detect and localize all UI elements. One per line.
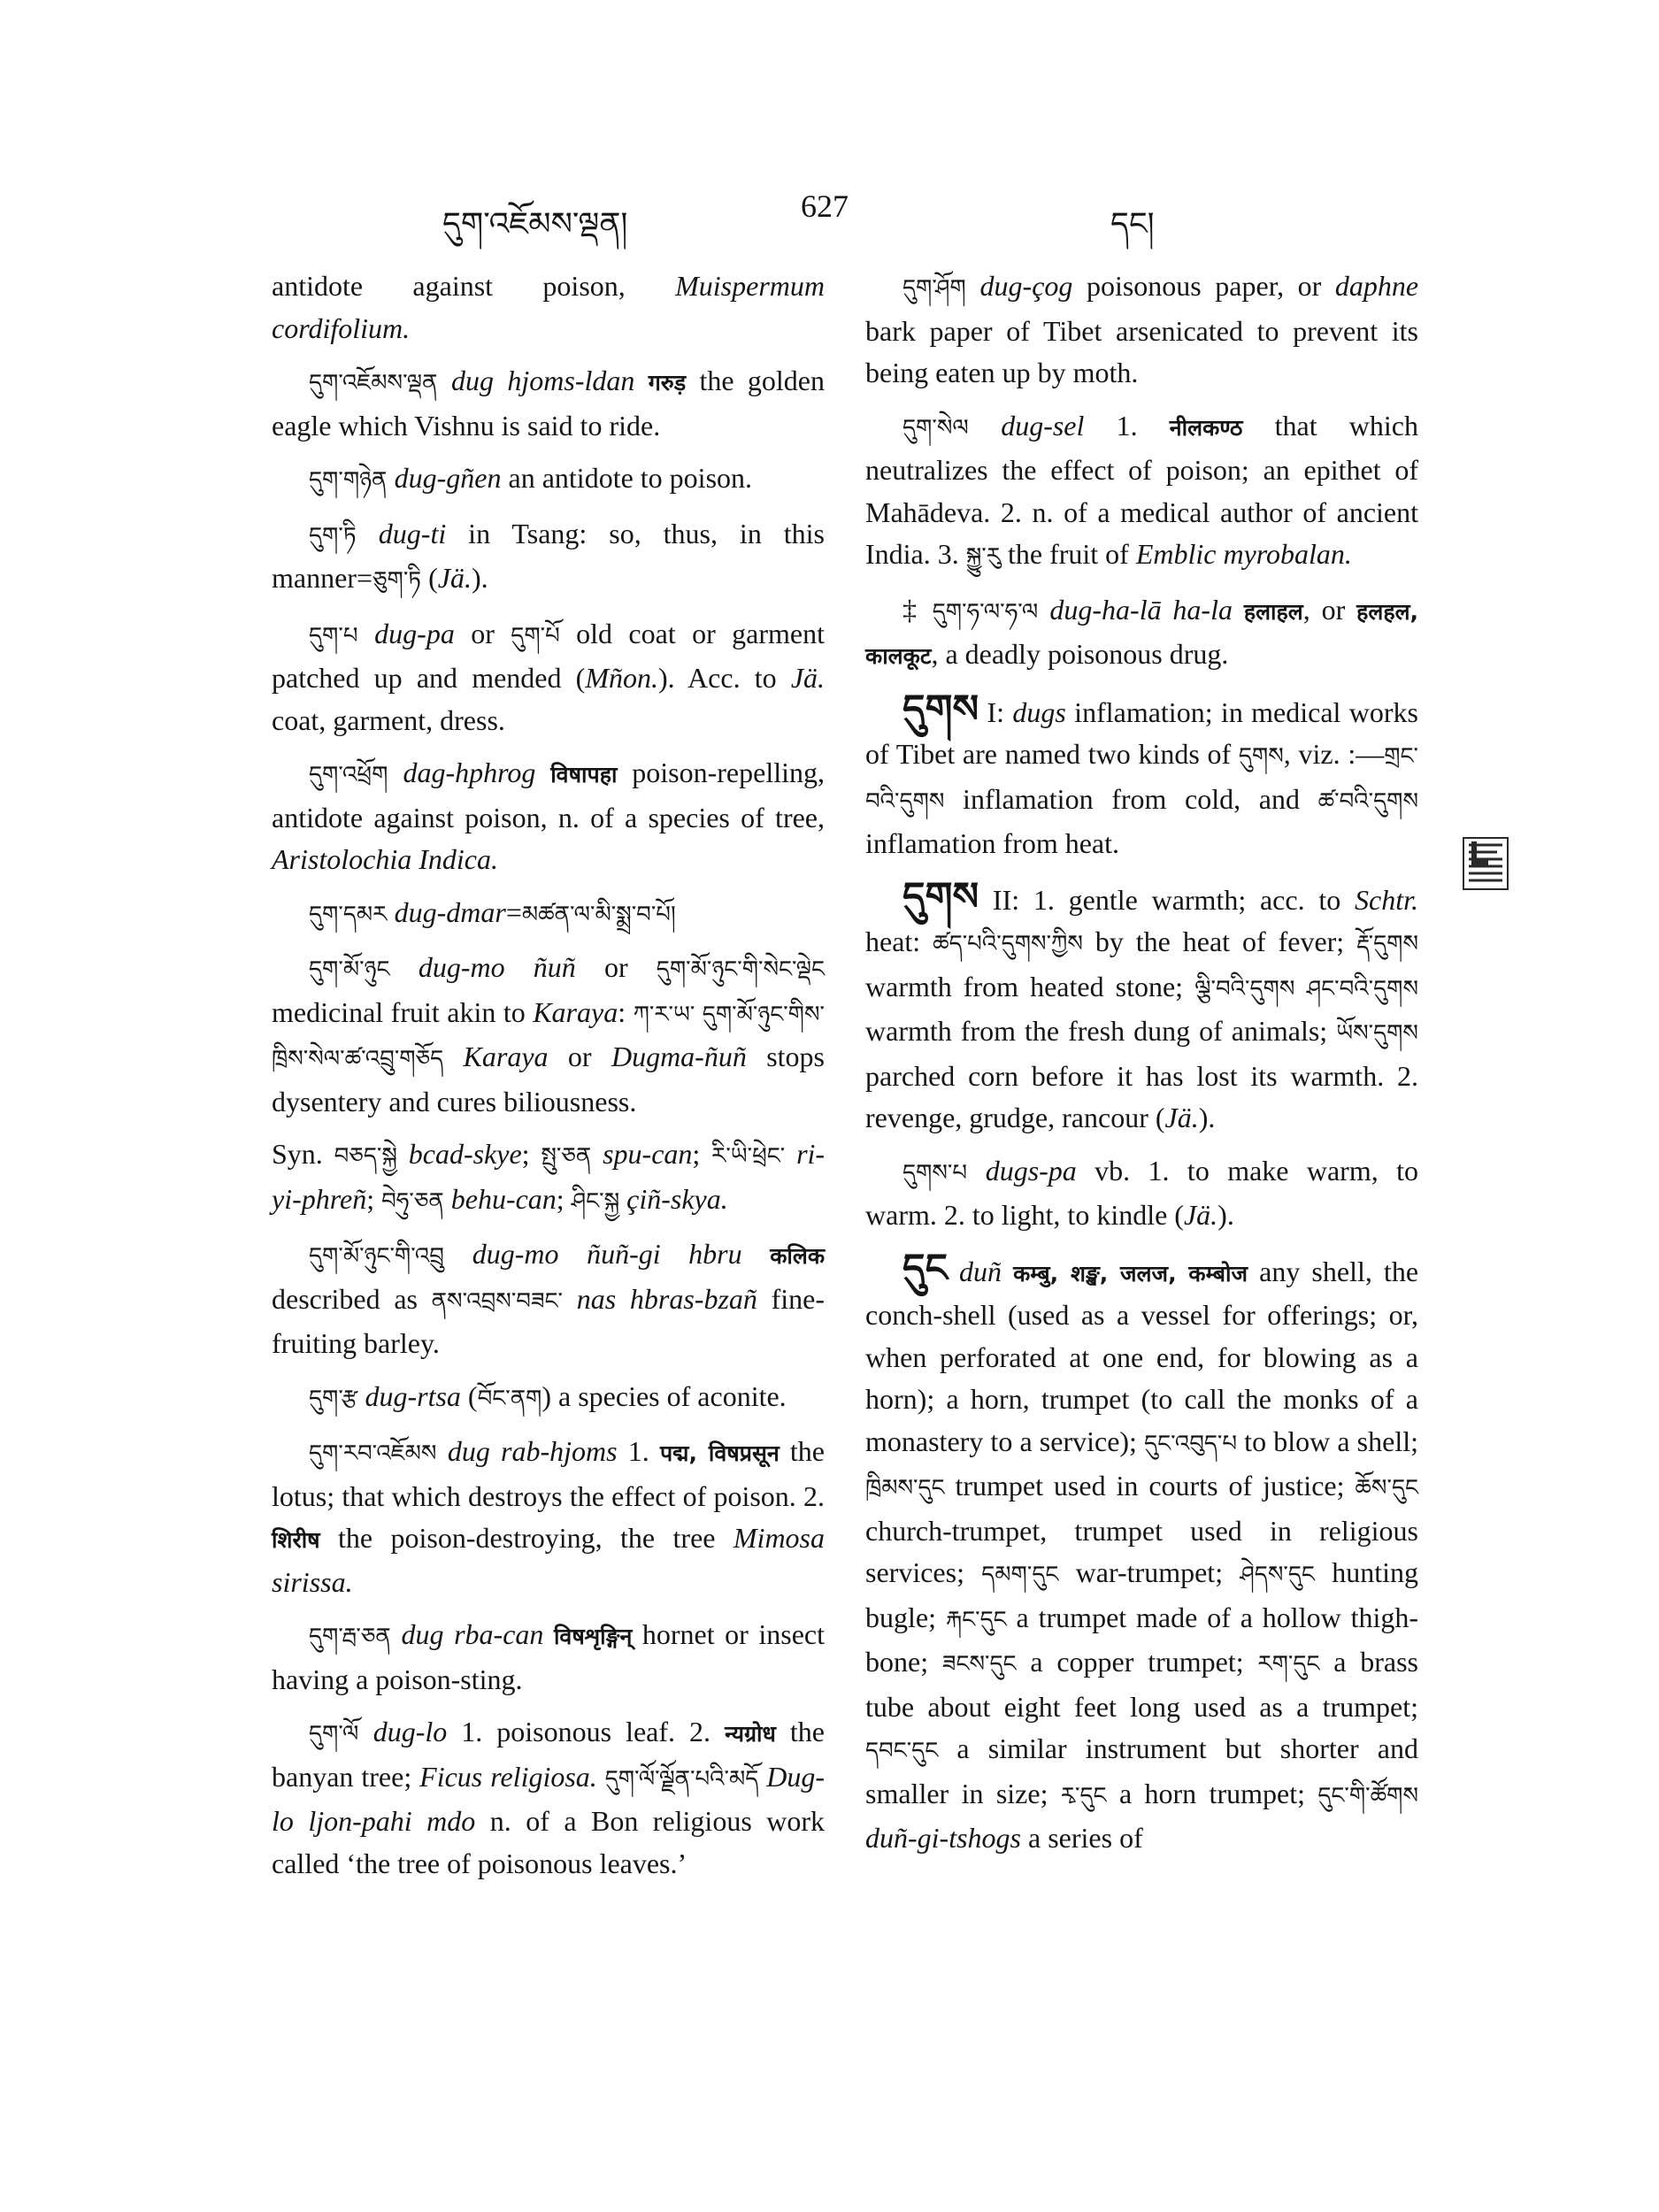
- tibetan-text: རྭ་དུང: [1060, 1782, 1107, 1809]
- transliteration: dug rab-hjoms: [447, 1435, 618, 1467]
- right-column: [865, 265, 1418, 1870]
- definition-text: the lotus; that which destroys the effect of poison. 2.: [272, 1435, 826, 1512]
- transliteration: Jä.: [437, 562, 472, 594]
- definition-text: [563, 1283, 577, 1315]
- transliteration: dug-ha-lā ha-la: [1049, 593, 1233, 626]
- definition-text: ‡: [902, 593, 933, 626]
- dictionary-entry-dug-mo-nun: [272, 947, 825, 1123]
- sanskrit-text: पद्म, विषप्रसून: [659, 1440, 780, 1466]
- tibetan-text: བཅད་སྐྱེ: [334, 1143, 397, 1170]
- definition-text: 1.: [1084, 409, 1170, 442]
- header-tibetan-right: དང།: [1110, 206, 1155, 242]
- tibetan-text: སྤུ་ཅན: [541, 1143, 592, 1170]
- tibetan-text: དུག་མོ་ཉུང་གིས་ཁྲིས་སེལ་ཚ་འབྲུ་གཅོད: [272, 1001, 825, 1072]
- tibetan-text: དུག་པ: [309, 622, 375, 649]
- dictionary-entry-dug-pa: [272, 613, 825, 742]
- tibetan-text: ཤེདས་དུང: [1240, 1562, 1315, 1588]
- definition-text: an antidote to poison.: [501, 462, 753, 494]
- tibetan-text: གྲང་བའི་དུགས: [865, 743, 1418, 815]
- definition-text: [758, 1761, 766, 1793]
- definition-text: any shell, the conch-shell (used as a vessel for offerings; or, when perforated at one end, for blowing as a horn); a horn, trumpet (to call the monks of a monastery to a service);: [865, 1255, 1419, 1457]
- definition-text: [543, 1618, 554, 1650]
- definition-text: I:: [979, 695, 1013, 728]
- dictionary-entry-dug-sel: [865, 405, 1418, 579]
- definition-text: 1.: [617, 1435, 660, 1467]
- tibetan-text: དུག་ཏི: [309, 522, 379, 549]
- definition-text: a horn trumpet;: [1106, 1777, 1318, 1809]
- definition-text: a copper trumpet;: [1016, 1646, 1258, 1678]
- definition-text: ).: [1198, 1102, 1216, 1133]
- transliteration: spu-can: [603, 1138, 693, 1170]
- tibetan-text: ཁྲིམས་དུང: [865, 1475, 945, 1502]
- transliteration: daphne: [1334, 270, 1419, 302]
- tibetan-text: དུག་རྦ་ཅན: [309, 1624, 402, 1650]
- tibetan-text: དུག་པོ: [511, 622, 560, 649]
- transliteration: dug-mo ñuñ-gi hbru: [472, 1238, 742, 1270]
- sanskrit-text: शिरीष: [272, 1527, 320, 1553]
- tibetan-text: དབང་དུང: [865, 1738, 939, 1764]
- definition-text: parched corn before it has lost its warmth. 2. revenge, grudge, rancour (: [865, 1059, 1418, 1133]
- definition-text: inflamation from heat.: [865, 827, 1120, 859]
- tibetan-text: ཀ་ར་ཡ་: [633, 1001, 695, 1028]
- definition-text: [619, 1183, 626, 1215]
- definition-text: ;: [366, 1182, 382, 1215]
- sanskrit-text: कलिक: [770, 1243, 826, 1269]
- definition-text: that which neutralizes the effect of poison; an epithet of Mahādeva. 2. n. of a medical author of ancient India. 3.: [865, 409, 1418, 570]
- definition-text: the golden eagle which Vishnu is said to ride.: [272, 365, 825, 442]
- tibetan-text: ཆོས་དུང: [1355, 1475, 1418, 1502]
- sanskrit-text: न्यग्रोध: [725, 1721, 776, 1747]
- definition-text: [634, 365, 648, 396]
- dictionary-entry-dug-rab-hjoms: [272, 1431, 825, 1603]
- tibetan-text: སྐྱུ་རུ: [965, 543, 1001, 570]
- transliteration: Jä.: [1183, 1199, 1218, 1231]
- definition-text: ;: [556, 1182, 572, 1215]
- tibetan-text: ཚད་པའི་དུགས་ཀྱིས: [933, 931, 1083, 957]
- definition-text: the banyan tree;: [272, 1716, 825, 1793]
- definition-text: , a deadly poisonous drug.: [931, 638, 1229, 670]
- transliteration: Dug-lo ljon-pahi mdo: [272, 1760, 825, 1837]
- definition-text: (: [421, 562, 438, 594]
- definition-text: [785, 1138, 796, 1170]
- dictionary-entry-dug-ha-la: [865, 589, 1418, 678]
- tibetan-text: དུག་ལོ་ལྗོན་པའི་མདོ: [604, 1765, 759, 1793]
- transliteration: Muispermum cordifolium.: [272, 270, 825, 344]
- dictionary-entry-dug-rtsa: [272, 1376, 825, 1421]
- headword: དུགས: [902, 686, 979, 732]
- definition-text: inflamation from cold, and: [944, 782, 1318, 815]
- definition-text: hunting bugle;: [865, 1556, 1419, 1633]
- tibetan-text: ཟངས་དུང: [941, 1651, 1017, 1678]
- definition-text: [597, 1761, 605, 1793]
- definition-text: warmth from the fresh dung of animals;: [865, 1015, 1337, 1047]
- transliteration: dug-rtsa: [365, 1379, 461, 1412]
- sanskrit-text: विषशृङ्गिन्: [553, 1624, 633, 1649]
- tibetan-text: དུག་མོ་ཉུང: [309, 956, 419, 983]
- transliteration: nas hbras-bzañ: [576, 1282, 757, 1315]
- definition-text: [948, 1256, 959, 1287]
- transliteration: duñ: [958, 1255, 1002, 1287]
- dictionary-entry-dug-hjoms-ldan: [272, 360, 825, 447]
- tibetan-text: ཅུག་ཏི: [373, 567, 422, 594]
- dictionary-entry-dug-gnen: [272, 457, 825, 503]
- definition-text: [742, 1238, 771, 1270]
- definition-text: poison-repelling, antidote against poison, n. of a species of tree,: [272, 757, 826, 833]
- definition-text: a trumpet made of a hollow thigh-bone;: [865, 1601, 1419, 1678]
- definition-text: [444, 1183, 451, 1215]
- tibetan-text: ཚ་བའི་དུགས: [1317, 787, 1418, 815]
- transliteration: dug-gñen: [394, 462, 502, 494]
- transliteration: Jä.: [1164, 1102, 1199, 1133]
- definition-text: ;: [692, 1138, 712, 1170]
- definition-text: war-trumpet;: [1058, 1556, 1240, 1588]
- headword: དུང: [902, 1245, 948, 1291]
- transliteration: dag-hphrog: [403, 757, 536, 788]
- transliteration: bcad-skye: [408, 1138, 522, 1170]
- headword: དུགས: [902, 873, 979, 919]
- transliteration: Mimosa sirissa.: [272, 1522, 825, 1598]
- sanskrit-text: विषापहा: [550, 762, 618, 787]
- tibetan-text: དུག་རྩ: [309, 1385, 365, 1412]
- sanskrit-text: गरुड़: [648, 370, 687, 396]
- definition-text: a similar instrument but shorter and smaller in size;: [865, 1732, 1418, 1809]
- definition-text: fine-fruiting barley.: [272, 1282, 825, 1359]
- definition-text: old coat or garment patched up and mended (: [272, 617, 826, 694]
- definition-text: :: [618, 995, 634, 1028]
- dictionary-entry-dug-lo: [272, 1711, 825, 1885]
- definition-text: Syn.: [272, 1138, 334, 1170]
- tibetan-text: དམག་དུང: [981, 1562, 1059, 1588]
- dictionary-entry-syn: [272, 1133, 825, 1223]
- definition-text: church-trumpet, trumpet used in religious services;: [865, 1514, 1418, 1588]
- definition-text: , or: [1302, 593, 1357, 626]
- definition-text: a series of: [1021, 1822, 1143, 1854]
- transliteration: Jä.: [790, 662, 826, 694]
- transliteration: çiñ-skya.: [626, 1182, 728, 1215]
- transliteration: Karaya: [463, 1041, 549, 1072]
- transliteration: Dugma-ñuñ: [611, 1041, 747, 1072]
- page-number: 627: [801, 188, 849, 224]
- definition-text: trumpet used in courts of justice;: [944, 1470, 1356, 1502]
- transliteration: Emblic myrobalan.: [1135, 538, 1352, 570]
- transliteration: dugs: [1012, 695, 1066, 728]
- sanskrit-text: हलाहल: [1243, 598, 1303, 625]
- definition-text: medicinal fruit akin to: [272, 995, 534, 1028]
- definition-text: to blow a shell;: [1237, 1425, 1418, 1457]
- transliteration: behu-can: [450, 1182, 557, 1215]
- tibetan-text: དུག་ཤོག: [902, 275, 980, 302]
- dictionary-entry-dugs-2: [865, 873, 1419, 1140]
- definition-text: coat, garment, dress.: [272, 703, 505, 736]
- definition-text: [443, 1041, 463, 1072]
- definition-text: or: [454, 617, 511, 649]
- dictionary-entry-dug-dmar: [272, 892, 825, 937]
- transliteration: Karaya: [533, 995, 618, 1028]
- dictionary-entry-dug-ti: [272, 513, 825, 603]
- dictionary-entry-dug-mo-nun-gi-hbru: [272, 1233, 825, 1365]
- definition-text: (: [460, 1379, 478, 1412]
- tibetan-text: དུག་རབ་འཇོམས: [309, 1440, 448, 1467]
- definition-text: II: 1. gentle warmth; acc. to: [979, 883, 1355, 916]
- definition-text: vb. 1. to make warm, to warm. 2. to light, to kindle (: [865, 1154, 1418, 1231]
- definition-text: ).: [471, 562, 488, 594]
- transliteration: dugs-pa: [985, 1154, 1077, 1187]
- definition-text: [591, 1138, 603, 1170]
- tibetan-text: བེཧུ་ཅན: [381, 1187, 444, 1215]
- transliteration: Ficus religiosa.: [419, 1760, 597, 1793]
- definition-text: [535, 757, 550, 788]
- sanskrit-text: हलहल, कालकूट: [865, 598, 1419, 669]
- definition-text: described as: [272, 1282, 432, 1315]
- tibetan-text: ལྕི་བའི་དུགས ཤང་བའི་དུགས: [1194, 975, 1419, 1002]
- transliteration: dug-mo ñuñ: [418, 951, 576, 983]
- dictionary-entry-dugs-pa: [865, 1150, 1418, 1237]
- tibetan-text: དུགས་པ: [902, 1159, 986, 1187]
- definition-text: [1002, 1256, 1013, 1287]
- tibetan-text: དུག་དམར: [309, 901, 395, 928]
- transliteration: dug-dmar: [394, 895, 506, 928]
- tibetan-text: བོང་ནག: [477, 1385, 542, 1412]
- transliteration: duñ-gi-tshogs: [865, 1822, 1021, 1854]
- definition-text: ) a species of aconite.: [541, 1379, 787, 1412]
- transliteration: dug-lo: [373, 1716, 448, 1747]
- definition-text: , viz. :—: [1283, 738, 1385, 770]
- transliteration: dug-çog: [979, 270, 1073, 302]
- tibetan-text: དུག་ལོ: [309, 1721, 373, 1747]
- tibetan-text: དུང་འབུད་པ: [1144, 1430, 1238, 1457]
- thumb-index-tab-icon: [1462, 836, 1509, 891]
- transliteration: ri-yi-phreñ: [272, 1138, 826, 1215]
- definition-text: bark paper of Tibet arsenicated to prevent its being eaten up by moth.: [865, 314, 1418, 388]
- definition-text: ;: [521, 1138, 541, 1170]
- tibetan-text: ནས་འབྲས་བཟང་: [431, 1287, 564, 1315]
- tibetan-text: དུག་ཧ་ལ་ཧ་ལ: [932, 598, 1050, 626]
- transliteration: dug-ti: [378, 517, 447, 549]
- dictionary-entry-dun: [865, 1245, 1419, 1860]
- tibetan-text: ཤིང་སྐྱ: [571, 1187, 620, 1215]
- tibetan-text: དུག་མོ་ཉུང་གི་སེང་ལྡེང: [656, 956, 826, 983]
- definition-text: n. of a Bon religious work called ‘the tree of poisonous leaves.’: [272, 1805, 826, 1879]
- dictionary-entry-dug-cog: [865, 265, 1418, 395]
- tibetan-text: དུགས: [1238, 743, 1284, 770]
- left-column: [272, 265, 825, 1895]
- tibetan-text: དུག་མོ་ཉུང་གི་འབྲུ: [309, 1243, 472, 1270]
- definition-text: ). Acc. to: [658, 662, 791, 694]
- definition-text: poisonous paper, or: [1072, 270, 1335, 302]
- dictionary-entry-dugs-1: [865, 688, 1418, 865]
- definition-text: [695, 996, 702, 1028]
- definition-text: inflamation; in medical works of Tibet are named two kinds of: [865, 695, 1419, 770]
- sanskrit-text: कम्बु, शङ्ख, जलज, कम्बोज: [1013, 1260, 1248, 1286]
- transliteration: dug hjoms-ldan: [451, 365, 635, 396]
- tibetan-text: དུང་གི་ཚོགས: [1317, 1782, 1418, 1809]
- transliteration: Schtr.: [1355, 883, 1418, 916]
- tibetan-text: དུག་འཕྲོག: [309, 762, 403, 788]
- definition-text: stops dysentery and cures biliousness.: [272, 1041, 825, 1118]
- tibetan-text: རི་ཡི་ཕྲེང་: [711, 1143, 786, 1170]
- definition-text: hornet or insect having a poison-sting.: [272, 1618, 826, 1695]
- header-tibetan-left: དུག་འཇོམས་ལྡན།: [442, 206, 628, 242]
- transliteration: dug-sel: [1001, 409, 1085, 442]
- definition-text: ).: [1217, 1199, 1234, 1231]
- definition-text: or: [548, 1041, 611, 1072]
- transliteration: dug-pa: [374, 617, 455, 649]
- tibetan-text: རག་དུང: [1257, 1651, 1320, 1678]
- definition-text: by the heat of fever;: [1082, 926, 1357, 957]
- definition-text: the poison-destroying, the tree: [319, 1522, 733, 1554]
- definition-text: antidote against poison,: [272, 270, 676, 302]
- tibetan-text: རྐང་དུང: [945, 1606, 1007, 1633]
- definition-text: 1. poisonous leaf. 2.: [447, 1716, 726, 1747]
- dictionary-entry-dug-rba-can: [272, 1614, 825, 1701]
- definition-text: warmth from heated stone;: [865, 970, 1195, 1002]
- transliteration: Mñon.: [585, 662, 658, 694]
- definition-text: =: [505, 895, 522, 928]
- transliteration: dug rba-can: [401, 1618, 544, 1650]
- transliteration: Aristolochia Indica.: [272, 843, 498, 875]
- tibetan-text: དུག་གཉེན: [309, 467, 395, 494]
- sanskrit-text: नीलकण्ठ: [1169, 414, 1243, 441]
- definition-text: heat:: [865, 926, 933, 957]
- tibetan-text: དུག་སེལ: [902, 414, 1002, 442]
- tibetan-text: མཚན་ལ་མི་སྨྲ་བ་པོ།: [521, 901, 676, 928]
- definition-text: [397, 1138, 409, 1170]
- dictionary-entry-antidote-cont: [272, 265, 825, 349]
- definition-text: the fruit of: [1000, 538, 1136, 570]
- tibetan-text: རྡོ་དུགས: [1356, 931, 1419, 957]
- tibetan-text: དུག་འཇོམས་ལྡན: [309, 370, 452, 396]
- dictionary-entry-dag-hphrog: [272, 752, 825, 881]
- definition-text: or: [575, 951, 657, 983]
- definition-text: a brass tube about eight feet long used as a trumpet;: [865, 1646, 1419, 1723]
- definition-text: in Tsang: so, thus, in this manner=: [272, 517, 825, 594]
- definition-text: [1233, 594, 1244, 626]
- tibetan-text: ཡོས་དུགས: [1336, 1020, 1418, 1047]
